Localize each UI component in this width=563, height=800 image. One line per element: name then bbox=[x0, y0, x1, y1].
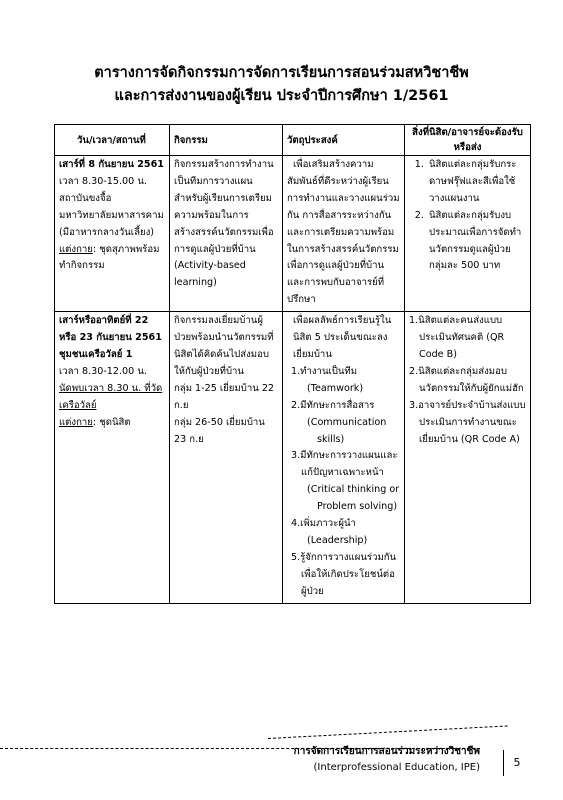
table-header-row bbox=[55, 125, 531, 156]
schedule-table bbox=[54, 124, 531, 604]
list-item bbox=[291, 364, 400, 398]
row2-date-cell bbox=[55, 312, 170, 603]
item-text: มีทักษะการวางแผนและแก้ปัญหาเฉพาะหน้า bbox=[300, 450, 398, 479]
row2-date-line2: หรือ 23 กันยายน 2561 bbox=[59, 332, 162, 344]
item-number: 2. bbox=[291, 399, 301, 411]
row2-dress bbox=[59, 415, 165, 432]
list-item bbox=[409, 364, 526, 398]
row1-dress bbox=[59, 242, 165, 276]
item-text: เพิ่มภาวะผู้นำ bbox=[300, 518, 356, 530]
header-activity: กิจกรรม bbox=[170, 125, 283, 156]
header-date-time-place: วัน/เวลา/สถานที่ bbox=[55, 125, 170, 156]
item-number: 4. bbox=[291, 518, 301, 530]
item-text: ทำงานเป็นทีม bbox=[300, 365, 358, 377]
list-item bbox=[409, 313, 526, 364]
item-number: 3. bbox=[409, 399, 419, 411]
row2-objective-cell bbox=[283, 312, 405, 603]
item-text: มีทักษะการสื่อสาร bbox=[300, 399, 375, 411]
row2-deliverables-cell bbox=[405, 312, 531, 603]
item-number: 3. bbox=[291, 450, 301, 462]
header-objective: วัตถุประสงค์ bbox=[283, 125, 405, 156]
row1-deliverables-list bbox=[409, 157, 526, 275]
header-deliverables: สิ่งที่นิสิต/อาจารย์จะต้องรับหรือส่ง bbox=[405, 125, 531, 156]
item-number: 2. bbox=[409, 365, 419, 377]
footer-subtitle: (Interprofessional Education, IPE) bbox=[313, 762, 480, 773]
list-item bbox=[291, 550, 400, 601]
row2-activity-cell bbox=[170, 312, 283, 603]
item-sub: (Teamwork) bbox=[307, 382, 364, 394]
list-item: 1. นิสิตแต่ละกลุ่มรับกระดาษฟรุ๊ฟและสีเพื่อใช้วางแผนงาน bbox=[427, 157, 526, 208]
row2-date-line1: เสาร์หรืออาทิตย์ที่ 22 bbox=[59, 315, 149, 327]
row2-objective-intro: เพื่อผลลัพธ์การเรียนรู้ในนิสิต 5 ประเด็นขณะลงเยี่ยมบ้าน bbox=[293, 315, 392, 360]
page-number: 5 bbox=[503, 750, 530, 776]
row2-dress-text: : ชุดนิสิต bbox=[92, 416, 131, 428]
document-title-line2: และการส่งงานของผู้เรียน ประจำปีการศึกษา 1/2561 bbox=[114, 88, 449, 104]
list-item bbox=[291, 398, 400, 449]
row1-dress-label: แต่งกาย bbox=[59, 243, 93, 255]
row2-community: ชุมชนเครือวัลย์ 1 bbox=[59, 348, 133, 360]
row1-objective-text: เพื่อเสริมสร้างความสัมพันธ์ที่ดีระหว่างผู้เรียน การทำงานและวางแผนร่วมกัน การสื่อสารระหว่างกัน และการเตรียมความพร้อมในการสร้างสรรค์นวัตกรรมเพื่อการดูแลผู้ป่วยที่บ้านและการพบกับอาจารย์ที่ปรึกษา bbox=[287, 159, 400, 306]
row2-objective-list bbox=[287, 364, 400, 601]
row2-time: เวลา 8.30-12.00 น. bbox=[59, 365, 147, 377]
row2-activity: กิจกรรมลงเยี่ยมบ้านผู้ป่วยพร้อมนำนวัตกรรมที่นิสิตได้คิดค้นไปส่งมอบให้กับผู้ป่วยที่บ้าน bbox=[174, 315, 274, 377]
list-item bbox=[291, 516, 400, 550]
item-sub: (Communication skills) bbox=[307, 416, 387, 445]
item-number: 1. bbox=[291, 365, 301, 377]
item-text: นิสิตแต่ละกลุ่มส่งมอบนวัตกรรมให้กับผู้ยักแม่ฮัก bbox=[418, 365, 524, 394]
row2-dress-label: แต่งกาย bbox=[59, 416, 93, 428]
item-number: 5. bbox=[291, 551, 301, 563]
item-number: 1. bbox=[409, 315, 419, 327]
table-row bbox=[55, 156, 531, 312]
row1-activity: กิจกรรมสร้างการทำงานเป็นทีมการวางแผนสำหรับผู้เรียนการเตรียมความพร้อมในการสร้างสรรค์นวัตกรรมเพื่อการดูแลผู้ป่วยที่บ้าน (Activity-based learning) bbox=[170, 156, 283, 312]
footer-divider-slant bbox=[268, 725, 508, 739]
item-text: อาจารย์ประจำบ้านส่งแบบประเมินการทำงานขณะเยี่ยมบ้าน (QR Code A) bbox=[418, 399, 526, 445]
list-item: 2. นิสิตแต่ละกลุ่มรับงบประมาณเพื่อการจัดทำนวัตกรรมดูแลผู้ป่วยกลุ่มละ 500 บาท bbox=[427, 208, 526, 276]
item-text: รู้จักการวางแผนร่วมกันเพื่อให้เกิดประโยชน์ต่อผู้ป่วย bbox=[300, 551, 397, 597]
item-text: นิสิตแต่ละคนส่งแบบประเมินทัศนคติ (QR Code B) bbox=[418, 315, 505, 360]
table-row bbox=[55, 312, 531, 603]
document-title-line1: ตารางการจัดกิจกรรมการจัดการเรียนการสอนร่วมสหวิชาชีพ bbox=[94, 65, 469, 81]
item-sub: (Critical thinking or Problem solving) bbox=[307, 484, 400, 513]
row1-date: เสาร์ที่ 8 กันยายน 2561 bbox=[59, 159, 164, 170]
list-item bbox=[291, 448, 400, 516]
list-item bbox=[409, 398, 526, 449]
row1-time: เวลา 8.30-15.00 น. bbox=[59, 175, 147, 187]
row1-place: สถาบันขงจื้อ มหาวิทยาลัยมหาสารคาม (มีอาหารกลางวันเลี้ยง) bbox=[59, 192, 164, 238]
row1-date-cell bbox=[55, 156, 170, 312]
row1-deliverables-cell bbox=[405, 156, 531, 312]
row2-group-b: กลุ่ม 26-50 เยี่ยมบ้าน 23 ก.ย bbox=[174, 416, 265, 445]
item-sub: (Leadership) bbox=[307, 534, 368, 546]
row1-objective bbox=[283, 156, 405, 312]
footer-title: การจัดการเรียนการสอนร่วมระหว่างวิชาชีพ bbox=[293, 746, 480, 757]
row2-meeting: นัดพบเวลา 8.30 น. ที่วัดเครือวัลย์ bbox=[59, 382, 163, 411]
row2-group-a: กลุ่ม 1-25 เยี่ยมบ้าน 22 ก.ย bbox=[174, 382, 275, 411]
row1-dress-text: : ชุดสุภาพพร้อมทำกิจกรรม bbox=[59, 243, 160, 272]
